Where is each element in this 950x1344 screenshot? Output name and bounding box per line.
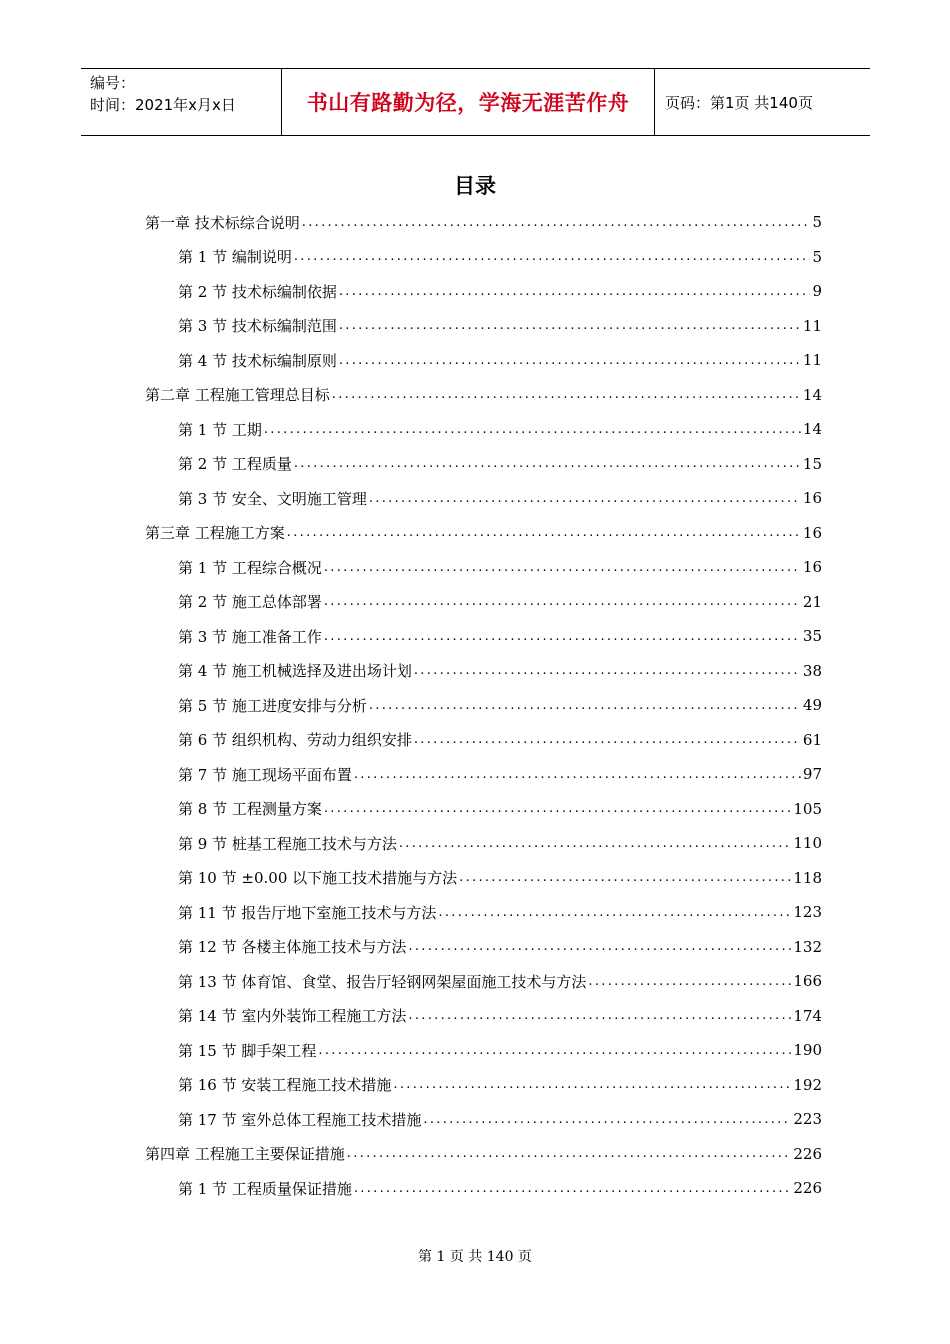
toc-dot-leader — [354, 767, 801, 782]
toc-entry-label: 第 2 节 工程质量 — [178, 455, 292, 474]
toc-dot-leader — [459, 870, 791, 885]
toc-dot-leader — [423, 1112, 791, 1127]
toc-entry-label: 第 2 节 施工总体部署 — [178, 593, 322, 612]
toc-dot-leader — [332, 387, 801, 402]
toc-dot-leader — [324, 594, 801, 609]
toc-entry-page: 14 — [802, 420, 822, 439]
toc-entry-section[interactable] — [145, 895, 822, 930]
toc-entry-section[interactable] — [145, 240, 822, 275]
header-page-cell — [655, 69, 870, 135]
toc-entry-page: 223 — [793, 1110, 822, 1129]
toc-dot-leader — [324, 629, 801, 644]
toc-entry-page: 132 — [793, 937, 822, 956]
toc-entry-label: 第 6 节 组织机构、劳动力组织安排 — [178, 731, 412, 750]
toc-dot-leader — [408, 1008, 791, 1023]
toc-entry-label: 第 1 节 工期 — [178, 420, 262, 439]
toc-entry-page: 226 — [793, 1144, 822, 1163]
toc-entry-page: 14 — [802, 385, 822, 404]
toc-entry-chapter[interactable] — [145, 1137, 822, 1172]
toc-entry-page: 16 — [802, 489, 822, 508]
toc-entry-section[interactable] — [145, 309, 822, 344]
toc-dot-leader — [318, 1043, 791, 1058]
toc-entry-label: 第 7 节 施工现场平面布置 — [178, 765, 352, 784]
toc-entry-page: 192 — [793, 1075, 822, 1094]
toc-entry-section[interactable] — [145, 585, 822, 620]
toc-entry-label: 第 3 节 施工准备工作 — [178, 627, 322, 646]
toc-entry-page: 15 — [802, 454, 822, 473]
toc-entry-section[interactable] — [145, 964, 822, 999]
toc-entry-section[interactable] — [145, 654, 822, 689]
toc-entry-section[interactable] — [145, 723, 822, 758]
toc-entry-label: 第 11 节 报告厅地下室施工技术与方法 — [178, 903, 437, 922]
toc-entry-section[interactable] — [145, 792, 822, 827]
toc-entry-section[interactable] — [145, 412, 822, 447]
toc-entry-label: 第 3 节 安全、文明施工管理 — [178, 489, 367, 508]
toc-entry-section[interactable] — [145, 343, 822, 378]
toc-entry-page: 190 — [793, 1041, 822, 1060]
toc-dot-leader — [399, 836, 792, 851]
toc-dot-leader — [414, 732, 801, 747]
toc-entry-section[interactable] — [145, 274, 822, 309]
toc-entry-page: 16 — [802, 558, 822, 577]
toc-dot-leader — [414, 663, 801, 678]
toc-entry-page: 11 — [802, 351, 822, 370]
toc-dot-leader — [408, 939, 791, 954]
toc-entry-page: 97 — [802, 765, 822, 784]
toc-entry-label: 第三章 工程施工方案 — [145, 524, 285, 543]
toc-entry-label: 第 13 节 体育馆、食堂、报告厅轻钢网架屋面施工技术与方法 — [178, 972, 587, 991]
toc-dot-leader — [393, 1077, 791, 1092]
toc-dot-leader — [294, 249, 811, 264]
toc-entry-page: 110 — [793, 834, 822, 853]
toc-entry-page: 38 — [802, 661, 822, 680]
toc-entry-label: 第二章 工程施工管理总目标 — [145, 386, 330, 405]
toc-entry-page: 123 — [793, 903, 822, 922]
toc-entry-label: 第 3 节 技术标编制范围 — [178, 317, 337, 336]
toc-entry-label: 第 17 节 室外总体工程施工技术措施 — [178, 1110, 422, 1129]
toc-entry-page: 105 — [793, 799, 822, 818]
header-meta — [81, 69, 282, 135]
toc-entry-section[interactable] — [145, 861, 822, 896]
toc-entry-page: 226 — [793, 1179, 822, 1198]
toc-entry-label: 第 12 节 各楼主体施工技术与方法 — [178, 938, 407, 957]
toc-entry-page: 118 — [793, 868, 822, 887]
toc-dot-leader — [287, 525, 801, 540]
toc-entry-label: 第 5 节 施工进度安排与分析 — [178, 696, 367, 715]
toc-entry-page: 61 — [802, 730, 822, 749]
toc-entry-chapter[interactable] — [145, 205, 822, 240]
toc-dot-leader — [347, 1146, 792, 1161]
toc-entry-label: 第 2 节 技术标编制依据 — [178, 282, 337, 301]
toc-entry-section[interactable] — [145, 1171, 822, 1206]
toc-entry-page: 35 — [802, 627, 822, 646]
toc-entry-label: 第 1 节 工程综合概况 — [178, 558, 322, 577]
toc-entry-page: 16 — [802, 523, 822, 542]
toc-list — [145, 205, 822, 1206]
toc-dot-leader — [354, 1181, 792, 1196]
toc-dot-leader — [588, 974, 791, 989]
toc-entry-page: 166 — [793, 972, 822, 991]
toc-dot-leader — [438, 905, 791, 920]
toc-entry-page: 21 — [802, 592, 822, 611]
toc-entry-page: 9 — [812, 282, 822, 301]
toc-entry-label: 第 1 节 工程质量保证措施 — [178, 1179, 352, 1198]
toc-entry-section[interactable] — [145, 757, 822, 792]
toc-entry-page: 174 — [793, 1006, 822, 1025]
header-motto: 书山有路勤为径，学海无涯苦作舟 — [306, 91, 630, 115]
toc-dot-leader — [339, 353, 801, 368]
toc-entry-page: 5 — [812, 213, 822, 232]
toc-entry-section[interactable] — [145, 481, 822, 516]
toc-entry-label: 第 16 节 安装工程施工技术措施 — [178, 1076, 392, 1095]
toc-entry-label: 第 14 节 室内外装饰工程施工方法 — [178, 1007, 407, 1026]
toc-entry-label: 第 15 节 脚手架工程 — [178, 1041, 317, 1060]
header-time: 时间：2021年x月x日 — [90, 96, 236, 114]
header-motto-cell — [282, 69, 655, 135]
toc-dot-leader — [369, 698, 801, 713]
toc-entry-section[interactable] — [145, 826, 822, 861]
header-number: 编号： — [90, 74, 136, 92]
toc-entry-page: 5 — [812, 247, 822, 266]
toc-entry-section[interactable] — [145, 1102, 822, 1137]
toc-dot-leader — [369, 491, 801, 506]
toc-entry-section[interactable] — [145, 1033, 822, 1068]
toc-entry-section[interactable] — [145, 688, 822, 723]
toc-dot-leader — [339, 318, 801, 333]
toc-entry-label: 第四章 工程施工主要保证措施 — [145, 1145, 345, 1164]
toc-entry-page: 11 — [802, 316, 822, 335]
toc-entry-chapter[interactable] — [145, 516, 822, 551]
page-header — [81, 68, 870, 136]
toc-entry-label: 第 1 节 编制说明 — [178, 248, 292, 267]
toc-entry-label: 第 10 节 ±0.00 以下施工技术措施与方法 — [178, 869, 458, 888]
toc-entry-section[interactable] — [145, 930, 822, 965]
page-footer: 第 1 页 共 140 页 — [418, 1249, 532, 1265]
toc-entry-page: 49 — [802, 696, 822, 715]
header-page-number: 页码：第1页 共140页 — [665, 93, 813, 112]
toc-entry-section[interactable] — [145, 619, 822, 654]
toc-entry-label: 第 9 节 桩基工程施工技术与方法 — [178, 834, 397, 853]
toc-dot-leader — [324, 560, 801, 575]
toc-dot-leader — [324, 801, 792, 816]
toc-entry-chapter[interactable] — [145, 378, 822, 413]
toc-entry-label: 第一章 技术标综合说明 — [145, 213, 300, 232]
toc-dot-leader — [302, 215, 811, 230]
toc-entry-section[interactable] — [145, 550, 822, 585]
toc-entry-section[interactable] — [145, 447, 822, 482]
toc-dot-leader — [264, 422, 801, 437]
toc-entry-label: 第 4 节 技术标编制原则 — [178, 351, 337, 370]
toc-entry-section[interactable] — [145, 1068, 822, 1103]
toc-dot-leader — [294, 456, 801, 471]
toc-entry-label: 第 4 节 施工机械选择及进出场计划 — [178, 662, 412, 681]
toc-entry-label: 第 8 节 工程测量方案 — [178, 800, 322, 819]
toc-title: 目录 — [454, 174, 496, 198]
toc-entry-section[interactable] — [145, 999, 822, 1034]
toc-dot-leader — [339, 284, 811, 299]
